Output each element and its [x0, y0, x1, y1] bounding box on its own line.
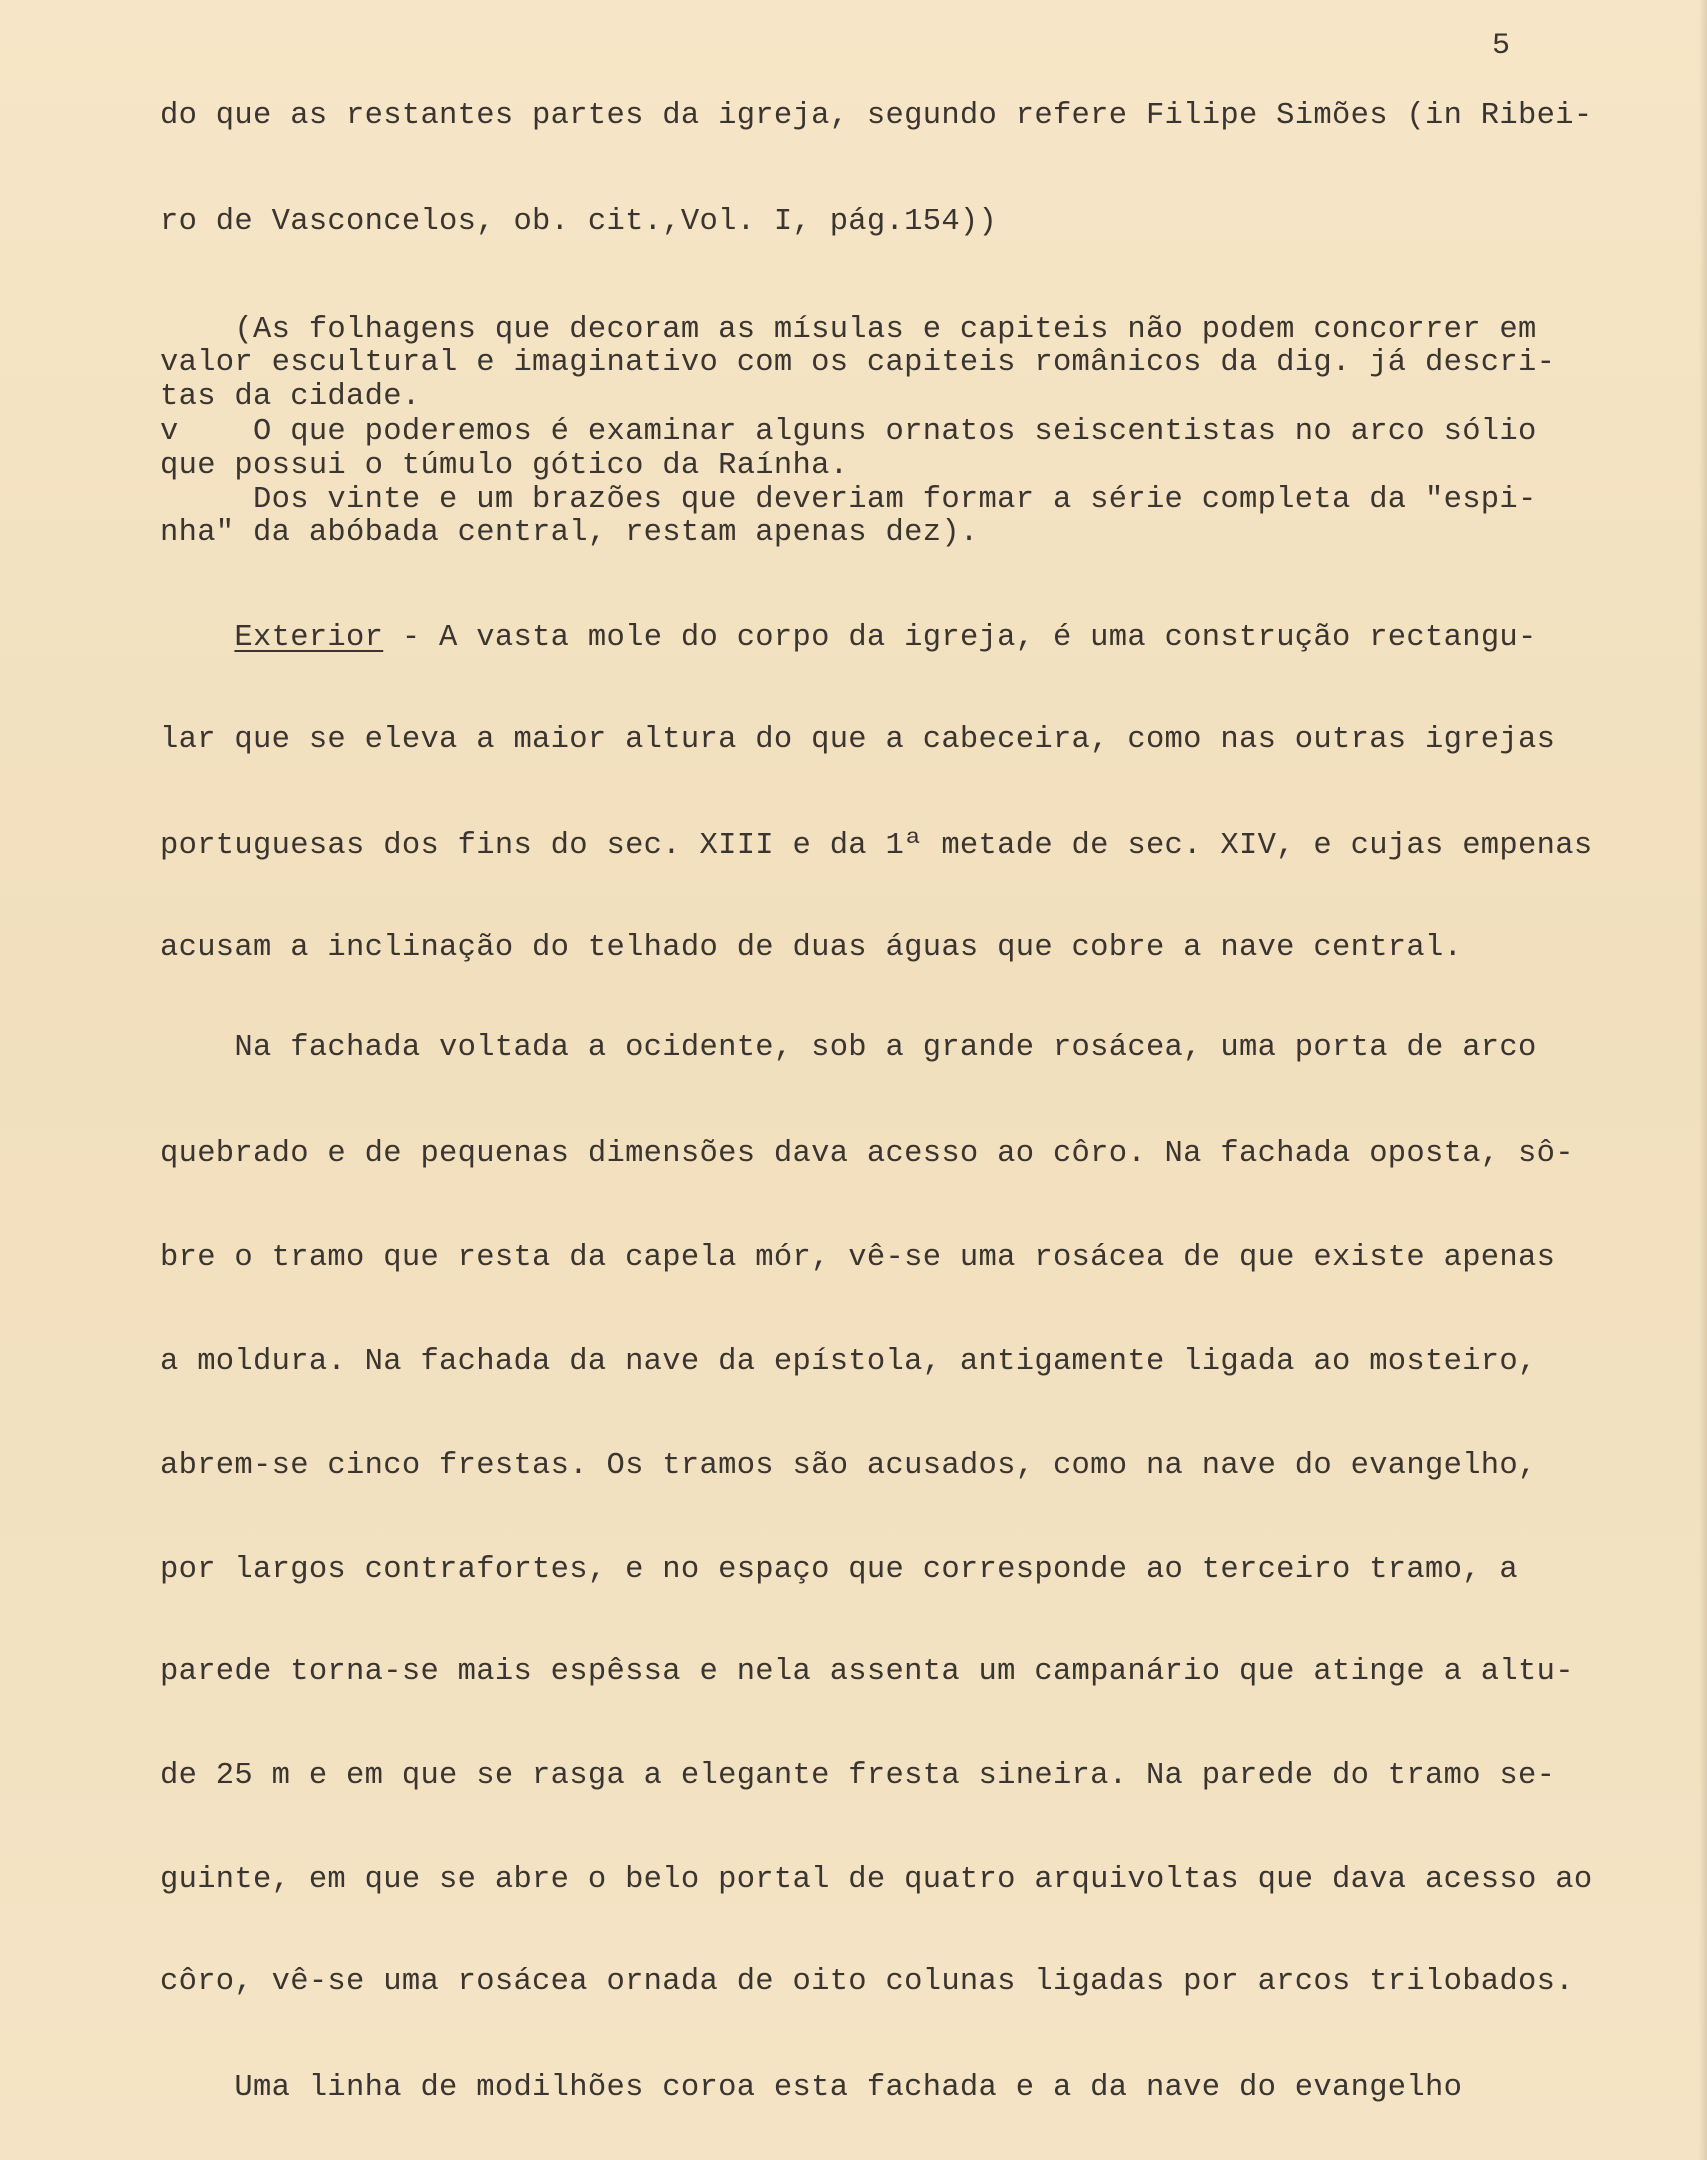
text-line: do que as restantes partes da igreja, segundo refere Filipe Simões (in Ribei- [160, 99, 1593, 133]
text-line [160, 618, 1700, 658]
text-line: bre o tramo que resta da capela mór, vê-se uma rosácea de que existe apenas [160, 1241, 1556, 1275]
text-line: que possui o túmulo gótico da Raínha. [160, 449, 849, 483]
text-line: a moldura. Na fachada da nave da epístola, antigamente ligada ao mosteiro, [160, 1345, 1537, 1379]
text-line: quebrado e de pequenas dimensões dava acesso ao côro. Na fachada oposta, sô- [160, 1137, 1574, 1171]
text-line: ro de Vasconcelos, ob. cit.,Vol. I, pág.154)) [160, 205, 998, 239]
text-line: por largos contrafortes, e no espaço que corresponde ao terceiro tramo, a [160, 1553, 1519, 1587]
text-line: côro, vê-se uma rosácea ornada de oito colunas ligadas por arcos trilobados. [160, 1965, 1574, 1999]
text-line: parede torna-se mais espêssa e nela assenta um campanário que atinge a altu- [160, 1655, 1574, 1689]
text-line: guinte, em que se abre o belo portal de quatro arquivoltas que dava acesso ao [160, 1863, 1593, 1897]
text-line: abrem-se cinco frestas. Os tramos são acusados, como na nave do evangelho, [160, 1449, 1537, 1483]
text-line: Uma linha de modilhões coroa esta fachada e a da nave do evangelho [160, 2071, 1463, 2105]
text-line: de 25 m e em que se rasga a elegante fresta sineira. Na parede do tramo se- [160, 1759, 1556, 1793]
text-line: valor escultural e imaginativo com os capiteis românicos da dig. já descri- [160, 346, 1556, 380]
text-line: v O que poderemos é examinar alguns ornatos seiscentistas no arco sólio [160, 415, 1537, 449]
text-line-rest: - A vasta mole do corpo da igreja, é uma construção rectangu- [383, 621, 1537, 655]
text-line: acusam a inclinação do telhado de duas águas que cobre a nave central. [160, 931, 1463, 965]
text-line: portuguesas dos fins do sec. XIII e da 1ª metade de sec. XIV, e cujas empenas [160, 829, 1593, 863]
page-number: 5 [1492, 29, 1511, 63]
text-line: lar que se eleva a maior altura do que a cabeceira, como nas outras igrejas [160, 723, 1556, 757]
text-line: nha" da abóbada central, restam apenas dez). [160, 516, 979, 550]
text-line: Na fachada voltada a ocidente, sob a grande rosácea, uma porta de arco [160, 1031, 1537, 1065]
text-line: Dos vinte e um brazões que deveriam formar a série completa da "espi- [160, 483, 1537, 517]
text-line: tas da cidade. [160, 380, 421, 414]
section-heading-exterior: Exterior [234, 621, 384, 655]
text-line: (As folhagens que decoram as mísulas e capiteis não podem concorrer em [160, 313, 1537, 347]
